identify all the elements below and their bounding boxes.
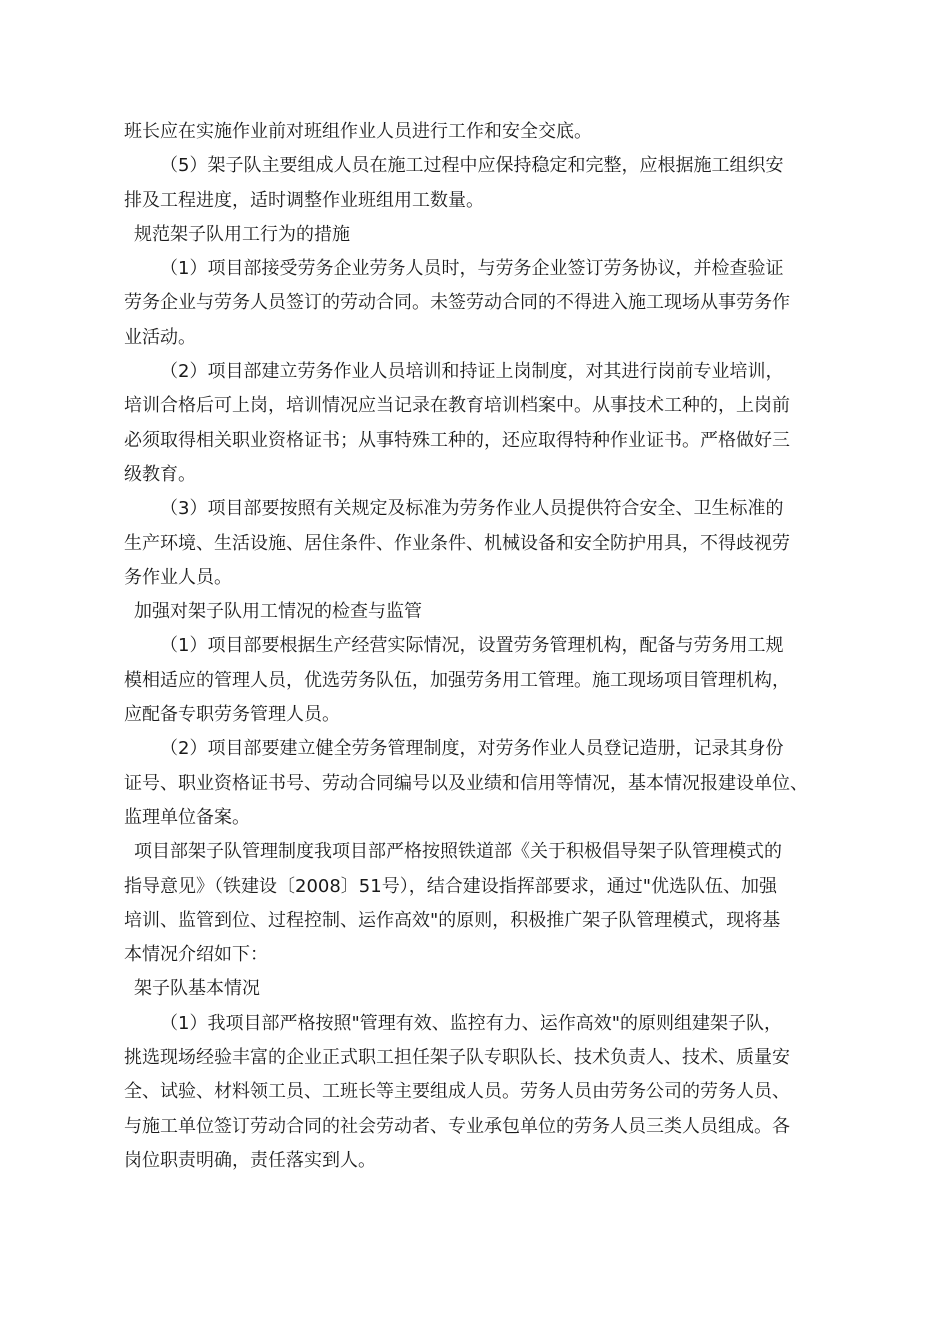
paragraph-line: 应配备专职劳务管理人员。 (124, 704, 340, 726)
paragraph-line: （1）项目部接受劳务企业劳务人员时，与劳务企业签订劳务协议，并检查验证 (160, 258, 784, 280)
paragraph-line: 模相适应的管理人员，优选劳务队伍，加强劳务用工管理。施工现场项目管理机构， (124, 669, 790, 691)
paragraph-line: （2）项目部建立劳务作业人员培训和持证上岗制度，对其进行岗前专业培训， (160, 361, 784, 383)
paragraph-line: 业活动。 (124, 326, 196, 348)
paragraph-line: 培训合格后可上岗，培训情况应当记录在教育培训档案中。从事技术工种的，上岗前 (124, 395, 790, 417)
section-heading-line: 规范架子队用工行为的措施 (134, 223, 350, 245)
paragraph-line: 本情况介绍如下： (124, 944, 268, 966)
paragraph-line: 班长应在实施作业前对班组作业人员进行工作和安全交底。 (124, 121, 592, 142)
paragraph-line: （1）我项目部严格按照"管理有效、监控有力、运作高效"的原则组建架子队， (160, 1012, 783, 1034)
paragraph-line: 必须取得相关职业资格证书；从事特殊工种的，还应取得特种作业证书。严格做好三 (124, 429, 790, 451)
paragraph-line: （2）项目部要建立健全劳务管理制度，对劳务作业人员登记造册，记录其身份 (160, 738, 784, 760)
paragraph-line: 生产环境、生活设施、居住条件、作业条件、机械设备和安全防护用具，不得歧视劳 (124, 532, 790, 554)
paragraph-line: 培训、监管到位、过程控制、运作高效"的原则，积极推广架子队管理模式，现将基 (124, 909, 781, 931)
section-heading-line: 架子队基本情况 (134, 978, 260, 1000)
paragraph-line: 证号、职业资格证书号、劳动合同编号以及业绩和信用等情况，基本情况报建设单位、 (124, 772, 808, 794)
paragraph-line: 排及工程进度，适时调整作业班组用工数量。 (124, 189, 484, 211)
paragraph-line: 全、试验、材料领工员、工班长等主要组成人员。劳务人员由劳务公司的劳务人员、 (124, 1081, 790, 1103)
paragraph-line: 与施工单位签订劳动合同的社会劳动者、专业承包单位的劳务人员三类人员组成。各 (124, 1115, 790, 1137)
paragraph-line: 监理单位备案。 (124, 806, 250, 828)
paragraph-line: 级教育。 (124, 463, 196, 485)
paragraph-line: 指导意见》（铁建设〔2008〕51号），结合建设指挥部要求，通过"优选队伍、加强 (124, 875, 777, 897)
paragraph-line: （5）架子队主要组成人员在施工过程中应保持稳定和完整，应根据施工组织安 (160, 155, 784, 177)
paragraph-line: 劳务企业与劳务人员签订的劳动合同。未签劳动合同的不得进入施工现场从事劳务作 (124, 292, 790, 314)
paragraph-line: 务作业人员。 (124, 566, 232, 588)
paragraph-line: 挑选现场经验丰富的企业正式职工担任架子队专职队长、技术负责人、技术、质量安 (124, 1047, 790, 1069)
paragraph-line: （3）项目部要按照有关规定及标准为劳务作业人员提供符合安全、卫生标准的 (160, 498, 784, 520)
section-heading-line: 加强对架子队用工情况的检查与监管 (134, 601, 422, 623)
document-body (124, 115, 836, 1178)
paragraph-line: （1）项目部要根据生产经营实际情况，设置劳务管理机构，配备与劳务用工规 (160, 635, 784, 657)
section-heading-line: 项目部架子队管理制度我项目部严格按照铁道部《关于积极倡导架子队管理模式的 (134, 841, 782, 863)
paragraph-line: 岗位职责明确，责任落实到人。 (124, 1149, 376, 1171)
